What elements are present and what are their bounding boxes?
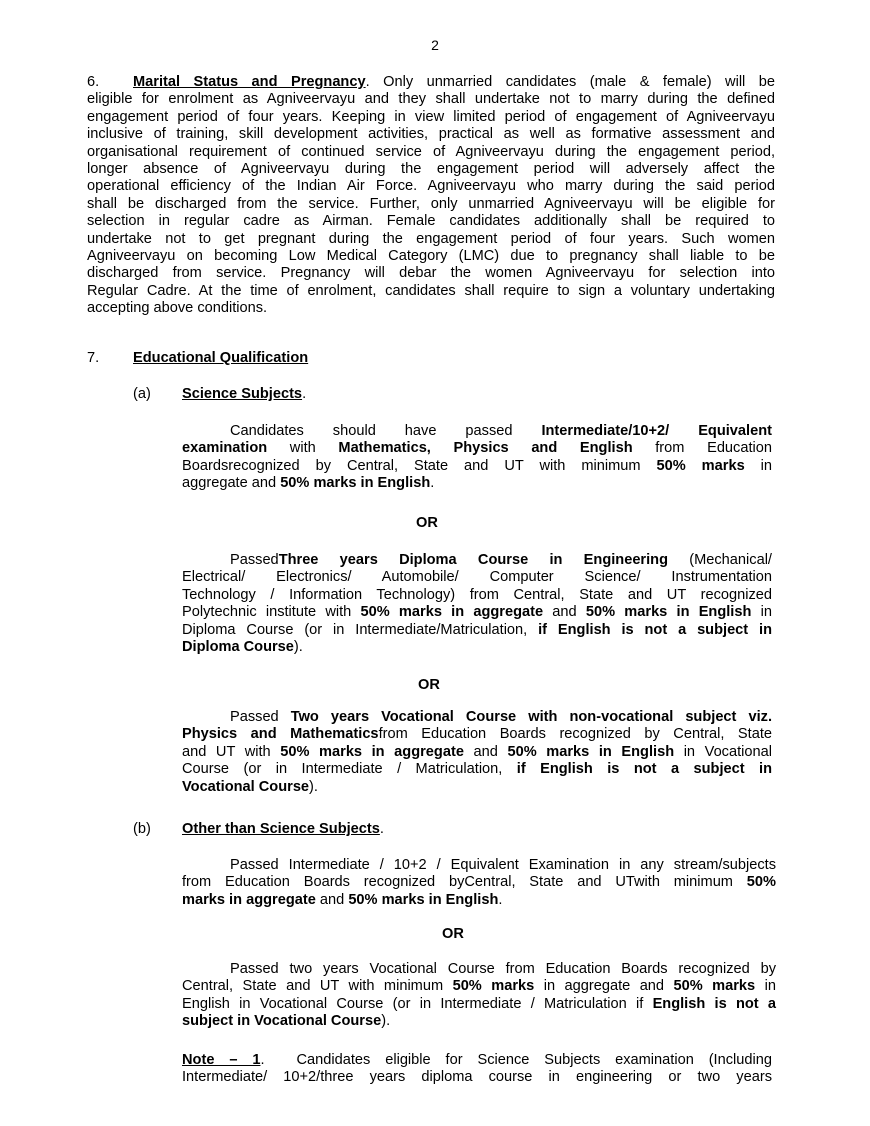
text-run: aggregate and [182, 475, 281, 492]
section-6-line: selection in regular cadre as Airman. Female candidates additionally shall be required to [87, 213, 775, 230]
section-6-line: discharged from service. Pregnancy will debar the women Agniveervayu for selection into [87, 265, 775, 282]
other-option-2-line [182, 978, 776, 995]
science-option-1 [182, 423, 772, 493]
text-run: and UT with [182, 743, 281, 760]
bold-run: Two years Vocational Course with non-vocational subject viz. [290, 709, 772, 725]
text-run: Polytechnic institute with [182, 604, 361, 621]
bold-run: Three years Diploma Course in Engineering [278, 552, 668, 568]
text-run: . [430, 475, 435, 492]
science-option-2-line [182, 604, 772, 621]
bold-run: 50% marks in aggregate [360, 604, 544, 621]
text-run: and [315, 891, 349, 908]
science-option-2-line [182, 639, 772, 656]
text-run: (Mechanical/ [668, 552, 772, 568]
text-run: Candidates eligible for Science Subjects examination (Including [296, 1052, 772, 1068]
bold-run: examination [182, 440, 268, 457]
text-run: with [267, 440, 339, 457]
subsection-b-heading-suffix: . [379, 821, 384, 837]
section-6-paragraph [87, 74, 775, 318]
science-option-2-line [182, 552, 772, 569]
science-option-3 [182, 709, 772, 796]
bold-run: 50% marks in English [585, 604, 752, 621]
section-6-line: inclusive of training, skill development activities, practical as well as formative assessment and [87, 126, 775, 143]
bold-run: subject in Vocational Course [182, 1013, 382, 1030]
note-1-line: Intermediate/ 10+2/three years diploma course in engineering or two years [182, 1069, 772, 1086]
text-run: Course (or in Intermediate / Matriculation, [182, 761, 517, 778]
bold-run: 50% marks [673, 978, 756, 995]
text-run: Boardsrecognized by Central, State and UT with minimum [182, 457, 657, 474]
section-6-heading: Marital Status and Pregnancy [133, 74, 366, 90]
text-run: Passed [230, 709, 291, 725]
bold-run: Physics and Mathematics [182, 726, 379, 743]
section-6-line: shall be discharged from the service. Further, only unmarried Agniveervayu will be eligible for [87, 195, 775, 212]
text-run: Passed [230, 552, 279, 568]
other-option-2-line [182, 996, 776, 1013]
section-6-line: Regular Cadre. At the time of enrolment, candidates shall require to sign a voluntary undertaking [87, 282, 775, 299]
other-option-1-line [182, 892, 776, 909]
science-option-1-line [182, 440, 772, 457]
text-run: Passed two years Vocational Course from Education Boards recognized by [230, 961, 776, 977]
bold-run: Mathematics, Physics and English [338, 440, 633, 457]
section-7-heading: Educational Qualification [133, 350, 309, 366]
text-run: and [463, 743, 508, 760]
note-1 [182, 1052, 772, 1087]
subsection-a-heading: Science Subjects [182, 386, 303, 402]
bold-run: Intermediate/10+2/ Equivalent [541, 423, 772, 439]
bold-run: 50% [746, 874, 776, 891]
section-6-line: operational efficiency of the Indian Air Force. Agniveervayu who marry during the said period [87, 178, 775, 195]
section-7-number: 7. [87, 350, 100, 366]
text-run: in [751, 604, 772, 621]
subsection-b-heading: Other than Science Subjects [182, 821, 380, 837]
text-run: ). [381, 1013, 391, 1030]
science-option-3-line [182, 744, 772, 761]
text-run: Passed Intermediate / 10+2 / Equivalent Examination in any stream/subjects [230, 857, 776, 873]
text-run: English in Vocational Course (or in Intermediate / Matriculation if [182, 995, 653, 1012]
other-option-2-line [182, 1013, 776, 1030]
bold-run: 50% marks in English [507, 743, 675, 760]
section-6-line: Agniveervayu on becoming Low Medical Category (LMC) due to pregnancy shall liable to be [87, 248, 775, 265]
other-option-1-line [182, 874, 776, 891]
bold-run: marks in aggregate [182, 891, 316, 908]
page-number: 2 [431, 37, 439, 53]
bold-run: Vocational Course [182, 778, 310, 795]
bold-run: 50% marks [656, 457, 745, 474]
note-1-label: Note – 1 [182, 1052, 261, 1068]
or-separator: OR [416, 515, 438, 531]
science-option-2-line: Electrical/ Electronics/ Automobile/ Computer Science/ Instrumentation [182, 569, 772, 586]
text-run: from Education Boards recognized by Central, State [378, 726, 772, 743]
or-separator: OR [418, 677, 440, 693]
science-option-2-line [182, 622, 772, 639]
bold-run: Diploma Course [182, 639, 294, 656]
section-6-line: undertake not to get pregnant during the engagement period of four years. Such women [87, 230, 775, 247]
subsection-a-heading-suffix: . [302, 386, 307, 402]
science-option-3-line [182, 761, 772, 778]
text-run: in [755, 978, 776, 995]
bold-run: English is not a [652, 995, 777, 1012]
science-option-3-line [182, 779, 772, 796]
science-option-1-line [182, 475, 772, 492]
science-option-3-line [182, 709, 772, 726]
bold-run: 50% marks in English [280, 475, 431, 492]
text-run: . [498, 891, 503, 908]
section-6-number: 6. [87, 74, 100, 90]
note-1-label-suffix: . [260, 1052, 265, 1068]
section-6-line: engagement period of four years. Keeping in view limited period of engagement of Agniveervayu [87, 108, 775, 125]
bold-run: if English is not a subject in [516, 761, 773, 778]
science-option-1-line [182, 423, 772, 440]
section-6-line: longer absence of Agniveervayu during the engagement period will adversely affect the [87, 161, 775, 178]
science-option-3-line [182, 726, 772, 743]
text-run: Candidates should have passed [230, 423, 542, 439]
science-option-1-line [182, 458, 772, 475]
section-6-line-1 [87, 74, 775, 91]
note-1-line [182, 1052, 772, 1069]
bold-run: 50% marks [452, 978, 535, 995]
other-option-2 [182, 961, 776, 1031]
bold-run: 50% marks in English [348, 891, 499, 908]
text-run: from Education Boards recognized byCentral, State and UTwith minimum [182, 874, 747, 891]
text-run: in aggregate and [534, 978, 674, 995]
bold-run: if English is not a subject in [538, 621, 773, 638]
bold-run: 50% marks in aggregate [280, 743, 464, 760]
other-option-1 [182, 857, 776, 909]
section-6-line: eligible for enrolment as Agniveervayu and they shall undertake not to marry during the defined [87, 91, 775, 108]
subsection-a-heading-wrap [182, 386, 306, 403]
text-run: ). [293, 639, 303, 656]
section-6-line: organisational requirement of continued service of Agniveervayu during the engagement period, [87, 143, 775, 160]
other-option-2-line [182, 961, 776, 978]
text-run: Central, State and UT with minimum [182, 978, 453, 995]
text-run: Diploma Course (or in Intermediate/Matriculation, [182, 621, 539, 638]
or-separator: OR [442, 926, 464, 942]
subsection-a-label: (a) [133, 386, 151, 402]
section-6-line-1-text: . Only unmarried candidates (male & female) will be [365, 74, 775, 90]
science-option-2-line: Technology / Information Technology) from Central, State and UT recognized [182, 586, 772, 603]
text-run: from Education [632, 440, 772, 457]
section-6-line: accepting above conditions. [87, 300, 268, 317]
subsection-b-heading-wrap [182, 821, 384, 838]
science-option-2 [182, 552, 772, 656]
text-run: ). [309, 778, 318, 795]
other-option-1-line [182, 857, 776, 874]
text-run: in [744, 457, 772, 474]
subsection-b-label: (b) [133, 821, 151, 837]
text-run: and [543, 604, 586, 621]
text-run: in Vocational [674, 743, 772, 760]
